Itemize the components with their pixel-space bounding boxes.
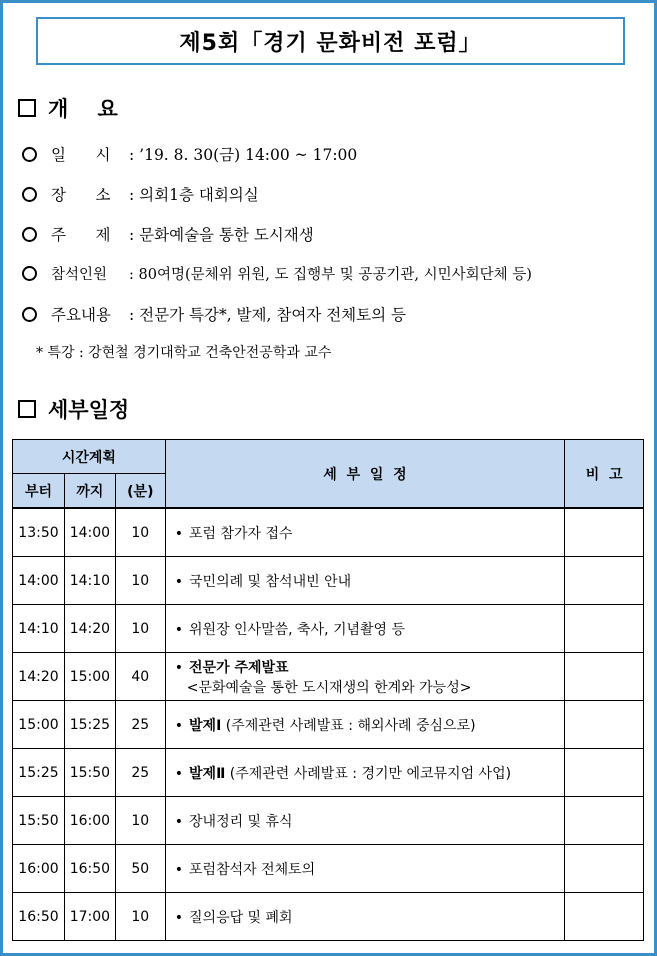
cell-minutes: 10 [115, 797, 165, 845]
table-row [13, 845, 644, 893]
header-to: 까지 [64, 474, 115, 509]
header-time-plan: 시간계획 [13, 440, 166, 474]
page-title: 제5회「경기 문화비전 포럼」 [36, 17, 625, 65]
cell-to: 16:50 [64, 845, 115, 893]
cell-minutes: 10 [115, 557, 165, 605]
cell-to: 15:00 [64, 653, 115, 701]
detail-text: 포럼 참가자 접수 [189, 525, 293, 542]
detail-subtitle: <문화예술을 통한 도시재생의 한계와 가능성> [186, 679, 472, 696]
cell-from: 14:00 [13, 557, 65, 605]
detail-bold: 발제Ⅱ [189, 765, 226, 782]
header-detail: 세 부 일 정 [165, 440, 564, 509]
cell-remarks [565, 797, 644, 845]
circle-bullet-icon [22, 147, 37, 162]
cell-to: 14:00 [64, 508, 115, 557]
cell-minutes: 10 [115, 893, 165, 941]
cell-detail [165, 845, 564, 893]
cell-remarks [565, 653, 644, 701]
overview-value: : 80여명(문체위 위원, 도 집행부 및 공공기관, 시민사회단체 등) [129, 267, 532, 283]
overview-value: : 문화예술을 통한 도시재생 [129, 226, 314, 244]
detail-text: (주제관련 사례발표 : 해외사례 중심으로) [221, 717, 476, 734]
detail-bold: 발제Ⅰ [189, 717, 222, 734]
cell-detail [165, 893, 564, 941]
bullet-icon: • [174, 861, 184, 878]
bullet-icon: • [174, 659, 184, 676]
cell-detail [165, 508, 564, 557]
table-row [13, 893, 644, 941]
cell-from: 14:10 [13, 605, 65, 653]
bullet-icon: • [174, 525, 184, 542]
square-bullet-icon [18, 400, 36, 418]
circle-bullet-icon [22, 187, 37, 202]
header-minutes: (분) [115, 474, 165, 509]
bullet-icon: • [174, 909, 184, 926]
overview-item-date [22, 143, 357, 165]
circle-bullet-icon [22, 266, 37, 281]
cell-to: 16:00 [64, 797, 115, 845]
square-bullet-icon [18, 99, 36, 117]
cell-to: 14:20 [64, 605, 115, 653]
cell-remarks [565, 605, 644, 653]
header-remarks: 비 고 [565, 440, 644, 509]
detail-text: 질의응답 및 폐회 [189, 909, 293, 926]
bullet-icon: • [174, 765, 184, 782]
cell-minutes: 10 [115, 605, 165, 653]
table-row [13, 797, 644, 845]
cell-minutes: 25 [115, 701, 165, 749]
cell-from: 16:50 [13, 893, 65, 941]
overview-label: 장 소 [51, 186, 111, 204]
detail-bold: 전문가 주제발표 [189, 659, 289, 676]
detail-text: (주제관련 사례발표 : 경기만 에코뮤지엄 사업) [225, 765, 512, 782]
overview-value: : ’19. 8. 30(금) 14:00 ~ 17:00 [129, 146, 358, 164]
cell-detail [165, 701, 564, 749]
table-row [13, 749, 644, 797]
overview-heading-text: 개 요 [48, 97, 118, 121]
cell-minutes: 25 [115, 749, 165, 797]
overview-heading [18, 93, 118, 123]
cell-from: 14:20 [13, 653, 65, 701]
header-from: 부터 [13, 474, 65, 509]
overview-item-contents [22, 303, 406, 325]
cell-to: 14:10 [64, 557, 115, 605]
overview-value: : 전문가 특강*, 발제, 참여자 전체토의 등 [129, 306, 406, 324]
cell-remarks [565, 557, 644, 605]
overview-item-topic [22, 223, 314, 245]
schedule-heading-text: 세부일정 [48, 398, 130, 422]
overview-label: 참석인원 [51, 267, 108, 283]
cell-remarks [565, 508, 644, 557]
table-row [13, 701, 644, 749]
bullet-icon: • [174, 573, 184, 590]
bullet-icon: • [174, 813, 184, 830]
table-row [13, 557, 644, 605]
table-row [13, 653, 644, 701]
cell-remarks [565, 749, 644, 797]
cell-detail [165, 557, 564, 605]
cell-from: 15:50 [13, 797, 65, 845]
circle-bullet-icon [22, 307, 37, 322]
detail-text: 국민의례 및 참석내빈 안내 [189, 573, 352, 590]
cell-detail [165, 653, 564, 701]
cell-detail [165, 605, 564, 653]
overview-label: 주 제 [51, 226, 111, 244]
cell-minutes: 10 [115, 508, 165, 557]
overview-item-attendees [22, 263, 532, 284]
cell-from: 15:00 [13, 701, 65, 749]
cell-from: 13:50 [13, 508, 65, 557]
detail-text: 포럼참석자 전체토의 [189, 861, 316, 878]
circle-bullet-icon [22, 227, 37, 242]
cell-to: 17:00 [64, 893, 115, 941]
table-row [13, 605, 644, 653]
table-row [13, 508, 644, 557]
cell-remarks [565, 893, 644, 941]
overview-label: 일 시 [51, 146, 111, 164]
cell-to: 15:50 [64, 749, 115, 797]
overview-item-place [22, 183, 259, 205]
cell-from: 16:00 [13, 845, 65, 893]
cell-remarks [565, 845, 644, 893]
cell-minutes: 40 [115, 653, 165, 701]
lecture-note: * 특강 : 강현철 경기대학교 건축안전공학과 교수 [36, 345, 332, 361]
cell-to: 15:25 [64, 701, 115, 749]
cell-detail [165, 797, 564, 845]
cell-detail [165, 749, 564, 797]
overview-label: 주요내용 [51, 306, 111, 324]
cell-remarks [565, 701, 644, 749]
detail-text: 장내정리 및 휴식 [189, 813, 293, 830]
schedule-table [12, 439, 644, 941]
schedule-heading [18, 394, 129, 424]
overview-value: : 의회1층 대회의실 [129, 186, 259, 204]
detail-text: 위원장 인사말씀, 축사, 기념촬영 등 [189, 621, 406, 638]
bullet-icon: • [174, 621, 184, 638]
cell-from: 15:25 [13, 749, 65, 797]
bullet-icon: • [174, 717, 184, 734]
cell-minutes: 50 [115, 845, 165, 893]
